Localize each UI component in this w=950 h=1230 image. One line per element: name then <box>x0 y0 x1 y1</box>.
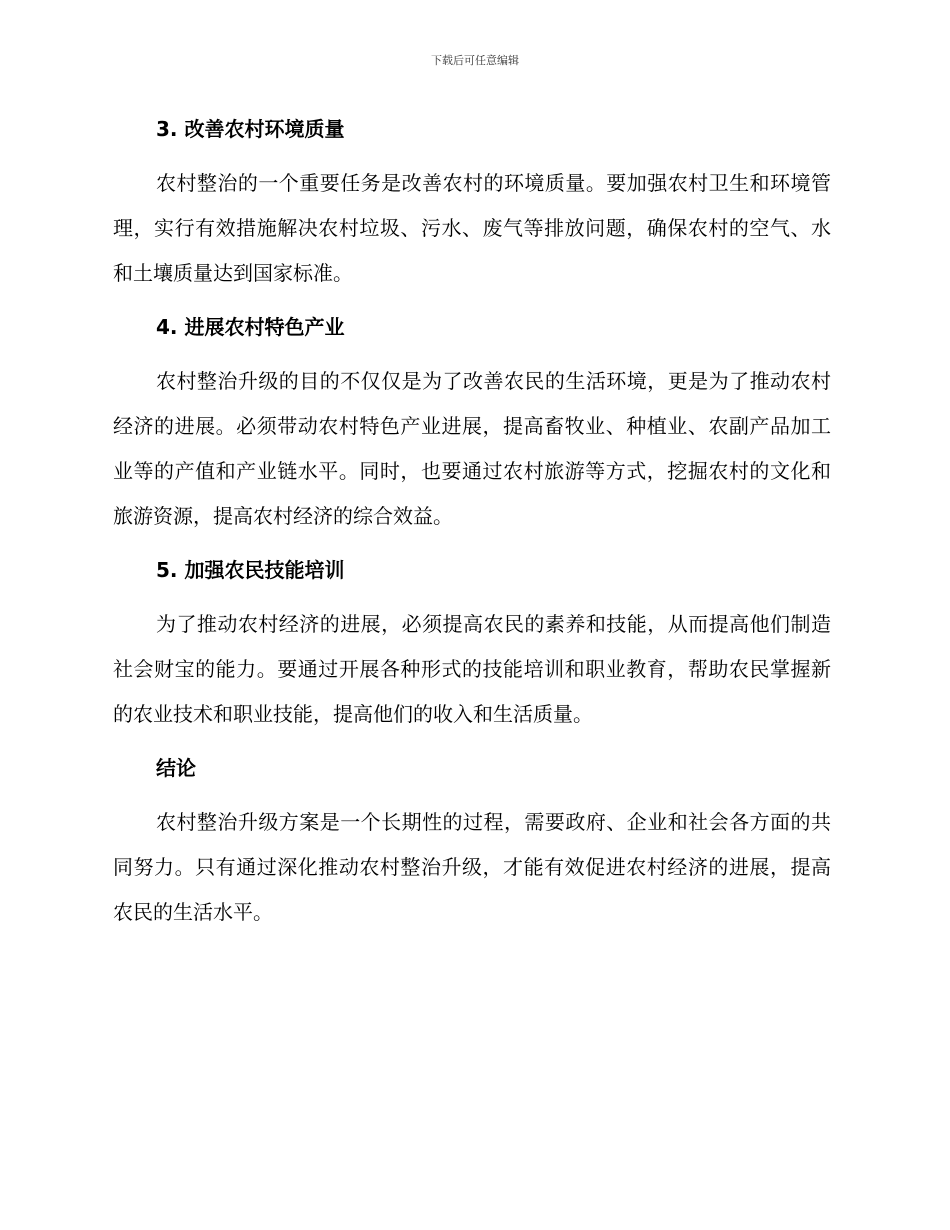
page-header: 下载后可任意编辑 <box>431 54 519 67</box>
section-heading-training: 5. 加强农民技能培训 <box>156 558 345 582</box>
document-body <box>113 113 831 935</box>
section-paragraph-training: 为了推动农村经济的进展，必须提高农民的素养和技能，从而提高他们制造社会财宝的能力。要通过开展各种形式的技能培训和职业教育，帮助农民掌握新的农业技术和职业技能，提高他们的收入和生活质量。 <box>113 612 831 726</box>
section-heading-environment: 3. 改善农村环境质量 <box>156 117 345 141</box>
section-paragraph-environment: 农村整治的一个重要任务是改善农村的环境质量。要加强农村卫生和环境管理，实行有效措施解决农村垃圾、污水、废气等排放问题，确保农村的空气、水和土壤质量达到国家标准。 <box>113 171 831 285</box>
section-paragraph-industry: 农村整治升级的目的不仅仅是为了改善农民的生活环境，更是为了推动农村经济的进展。必须带动农村特色产业进展，提高畜牧业、种植业、农副产品加工业等的产值和产业链水平。同时，也要通过农村旅游等方式，挖掘农村的文化和旅游资源，提高农村经济的综合效益。 <box>113 369 831 528</box>
section-heading-conclusion: 结论 <box>156 756 196 780</box>
section-paragraph-conclusion: 农村整治升级方案是一个长期性的过程，需要政府、企业和社会各方面的共同努力。只有通过深化推动农村整治升级，才能有效促进农村经济的进展，提高农民的生活水平。 <box>113 810 831 924</box>
section-heading-industry: 4. 进展农村特色产业 <box>156 315 345 339</box>
